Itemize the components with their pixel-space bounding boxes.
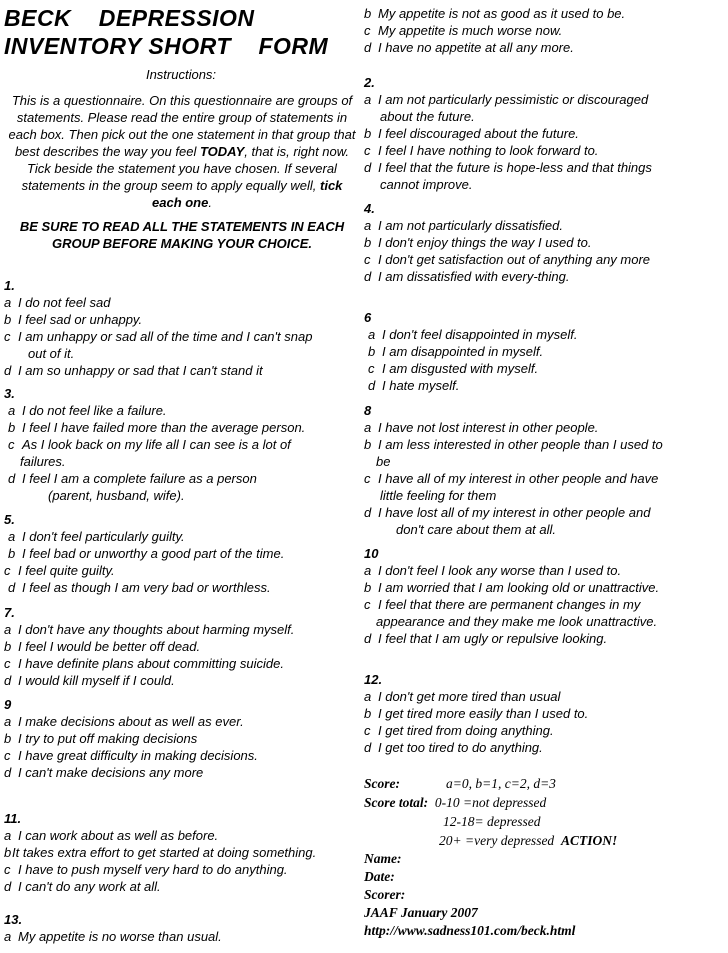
option-c[interactable]: c I am disgusted with myself. [368,361,539,376]
option-d[interactable]: d I have lost all of my interest in other people and [364,505,651,520]
option-c[interactable]: c I feel that there are permanent changes in my [364,597,641,612]
scorer-field-label: Scorer: [364,887,406,902]
instructions-warning: BE SURE TO READ ALL THE STATEMENTS IN EACH GROUP BEFORE MAKING YOUR CHOICE. [19,219,345,251]
question-group-6 [364,309,577,394]
score-total-label: Score total: [364,795,429,810]
score-range-line-2 [364,812,726,831]
option-c[interactable]: c I am unhappy or sad all of the time and I can't snap [4,329,313,344]
score-values-line [364,774,726,793]
option-a[interactable]: a My appetite is no worse than usual. [4,929,222,944]
option-b[interactable]: b I feel I have failed more than the average person. [8,420,306,435]
option-b[interactable]: b I feel sad or unhappy. [4,312,143,327]
option-a[interactable]: a I don't feel I look any worse than I used to. [364,563,622,578]
option-b[interactable]: b I don't enjoy things the way I used to. [364,235,592,250]
option-a[interactable]: a I do not feel sad [4,295,111,310]
question-group-10 [364,545,659,647]
instructions-body [6,92,358,211]
footer-section [364,850,726,940]
score-values: a=0, b=1, c=2, d=3 [446,776,556,791]
question-group-13-continued [364,5,625,56]
option-b-continued: be [376,454,391,469]
option-d[interactable]: d I feel that the future is hope-less and that things [364,160,652,175]
group-number: 13. [4,912,23,927]
group-number: 10 [364,546,379,561]
score-action: ACTION! [560,833,618,848]
instructions-today: TODAY [199,144,245,159]
option-b[interactable]: b I feel I would be better off dead. [4,639,201,654]
question-group-1 [4,277,312,379]
option-a[interactable]: a I have not lost interest in other people. [364,420,599,435]
question-group-11 [4,810,316,895]
title-line-1: BECK DEPRESSION [4,5,255,31]
option-b[interactable]: bIt takes extra effort to get started at doing something. [4,845,317,860]
instructions-text-2: , that is, right now. Tick beside the statement you have chosen. If several statements in the group seem to apply equally well, [21,144,350,193]
option-a[interactable]: a I can work about as well as before. [4,828,219,843]
option-a[interactable]: a I don't feel particularly guilty. [8,529,185,544]
group-number: 11. [4,811,22,826]
group-number: 12. [364,672,383,687]
option-c-continued: failures. [20,454,66,469]
question-group-9 [4,696,258,781]
option-d-continued: cannot improve. [380,177,473,192]
score-section [364,774,726,850]
option-b[interactable]: b I feel discouraged about the future. [364,126,579,141]
instructions-heading: Instructions: [145,67,217,82]
option-d[interactable]: d I can't do any work at all. [4,879,161,894]
group-number: 7. [4,605,15,620]
group-number: 6 [364,310,372,325]
group-number: 1. [4,278,15,293]
score-range-very-depressed: 20+ =very depressed [439,833,555,848]
option-a[interactable]: a I am not particularly pessimistic or discouraged [364,92,649,107]
group-number: 3. [4,386,15,401]
option-d[interactable]: d I can't make decisions any more [4,765,204,780]
instructions-text-1: This is a questionnaire. On this questionnaire are groups of statements. Please read the entire group of statements in each box. Then pick out the one statement in that group that best describes the way you feel [8,93,356,159]
option-d[interactable]: d I hate myself. [368,378,460,393]
option-a[interactable]: a I don't have any thoughts about harming myself. [4,622,295,637]
option-d[interactable]: d I have no appetite at all any more. [364,40,574,55]
option-b[interactable]: b I am disappointed in myself. [368,344,544,359]
option-c-continued: appearance and they make me look unattractive. [376,614,658,629]
page-title [4,4,360,60]
option-c[interactable]: c I have to push myself very hard to do anything. [4,862,288,877]
option-d[interactable]: d I am dissatisfied with every-thing. [364,269,570,284]
group-number: 9 [4,697,12,712]
option-d-continued: (parent, husband, wife). [48,488,185,503]
option-d[interactable]: d I feel that I am ugly or repulsive looking. [364,631,608,646]
question-group-2 [364,74,652,193]
option-c[interactable]: c I have great difficulty in making decisions. [4,748,258,763]
question-group-7 [4,604,294,689]
option-d[interactable]: d I would kill myself if I could. [4,673,175,688]
group-number: 5. [4,512,15,527]
group-number: 2. [364,75,375,90]
option-a[interactable]: a I make decisions about as well as ever. [4,714,244,729]
title-line-2: INVENTORY SHORT FORM [4,33,329,59]
option-c[interactable]: c As I look back on my life all I can see is a lot of [8,437,291,452]
question-group-12 [364,671,588,756]
option-b[interactable]: b My appetite is not as good as it used to be. [364,6,626,21]
date-field-label: Date: [364,869,395,884]
option-d[interactable]: d I get too tired to do anything. [364,740,543,755]
score-range-line-3 [364,831,726,850]
option-a[interactable]: a I do not feel like a failure. [8,403,167,418]
option-b[interactable]: b I feel bad or unworthy a good part of the time. [8,546,285,561]
option-c[interactable]: c I feel I have nothing to look forward to. [364,143,599,158]
option-d[interactable]: d I feel as though I am very bad or worthless. [8,580,271,595]
question-group-8 [364,402,663,538]
option-b[interactable]: b I am less interested in other people than I used to [364,437,663,452]
question-group-4 [364,200,650,285]
name-field-label: Name: [364,851,402,866]
score-label: Score: [364,776,400,791]
option-b[interactable]: b I get tired more easily than I used to. [364,706,589,721]
group-number: 4. [364,201,375,216]
option-c-continued: little feeling for them [380,488,497,503]
option-a[interactable]: a I don't feel disappointed in myself. [368,327,578,342]
group-number: 8 [364,403,372,418]
option-a-continued: about the future. [380,109,475,124]
score-range-not-depressed: 0-10 =not depressed [434,795,547,810]
option-a[interactable]: a I don't get more tired than usual [364,689,561,704]
score-range-depressed: 12-18= depressed [443,814,541,829]
instructions-tick: tick each one [152,178,343,210]
option-c[interactable]: c I have all of my interest in other people and have [364,471,659,486]
option-c[interactable]: c I get tired from doing anything. [364,723,554,738]
instructions-end: . [208,195,212,210]
question-group-13 [4,911,222,945]
credit-line: JAAF January 2007 [364,905,478,920]
option-b[interactable]: b I try to put off making decisions [4,731,198,746]
option-c-continued: out of it. [28,346,75,361]
source-url[interactable]: http://www.sadness101.com/beck.html [364,923,576,938]
question-group-3 [4,385,305,504]
option-d[interactable]: d I am so unhappy or sad that I can't stand it [4,363,263,378]
option-a[interactable]: a I am not particularly dissatisfied. [364,218,563,233]
option-c[interactable]: c I have definite plans about committing suicide. [4,656,284,671]
question-group-5 [4,511,284,596]
option-d-continued: don't care about them at all. [396,522,557,537]
score-total-line [364,793,726,812]
option-c[interactable]: c My appetite is much worse now. [364,23,563,38]
option-b[interactable]: b I am worried that I am looking old or unattractive. [364,580,660,595]
option-d[interactable]: d I feel I am a complete failure as a person [8,471,257,486]
option-c[interactable]: c I feel quite guilty. [4,563,115,578]
option-c[interactable]: c I don't get satisfaction out of anything any more [364,252,651,267]
